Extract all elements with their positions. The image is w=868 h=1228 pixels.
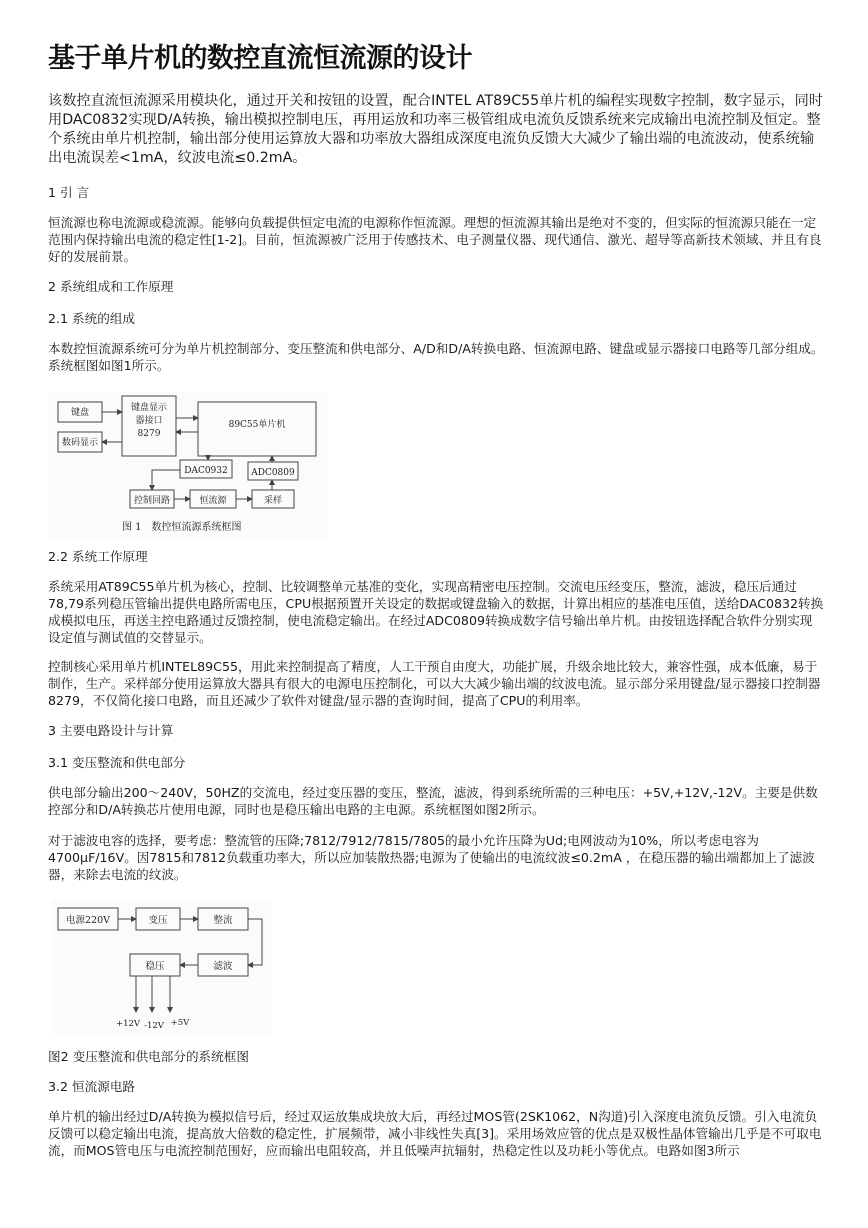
fig2-filter-label: 滤波 xyxy=(213,961,233,972)
fig2-output-plus12: +12V xyxy=(115,1019,141,1029)
fig2-transformer-label: 变压 xyxy=(148,915,168,926)
figure2-caption: 图2 变压整流和供电部分的系统框图 xyxy=(48,1049,249,1064)
intro-paragraph: 恒流源也称电流源或稳流源。能够向负载提供恒定电流的电源称作恒流源。理想的恒流源其输出是绝对不变的，但实际的恒流源只能在一定范围内保持输出电流的稳定性[1-2]。目前，恒流源被广泛用于传感技术、电子测量仪器、现代通信、激光、超导等高新技术领域、并且有良好的发展前景。 xyxy=(48,215,822,264)
fig2-output-minus12: -12V xyxy=(144,1021,164,1031)
fig1-caption: 图 1 数控恒流源系统框图 xyxy=(122,522,242,533)
fig1-interface-label-2: 器接口 xyxy=(135,416,163,426)
fig1-sampling-label: 采样 xyxy=(263,496,283,506)
fig2-output-plus5: +5V xyxy=(170,1018,190,1028)
fig1-display-label: 数码显示 xyxy=(61,438,99,448)
section-heading-system: 2 系统组成和工作原理 xyxy=(48,279,174,294)
subsection-heading-current-source: 3.2 恒流源电路 xyxy=(48,1079,136,1094)
section-heading-intro: 1 引 言 xyxy=(48,185,90,200)
principle-paragraph-1: 系统采用AT89C55单片机为核心，控制、比较调整单元基准的变化，实现高精密电压控制。交流电压经变压，整流，滤波，稳压后通过78,79系列稳压管输出提供电路所需电压，CPU根据预置开关设定的数据或键盘输入的数据，计算出相应的基准电压值，送给DAC0832转换成模拟电压，再送主控电路通过反馈控制，使电流稳定输出。在经过ADC0809转换成数字信号输出单片机。由按钮选择配合软件分别实现设定值与测试值的交替显示。 xyxy=(48,579,824,645)
fig2-power-label: 电源220V xyxy=(66,915,110,926)
fig1-interface-label-3: 8279 xyxy=(137,429,161,439)
fig1-keyboard-label: 键盘 xyxy=(70,408,90,418)
fig2-regulator-label: 稳压 xyxy=(145,961,165,972)
subsection-heading-principle: 2.2 系统工作原理 xyxy=(48,549,148,564)
fig1-current-source-label: 恒流源 xyxy=(199,496,227,506)
principle-paragraph-2: 控制核心采用单片机INTEL89C55，用此来控制提高了精度，人工干预自由度大，功能扩展，升级余地比较大，兼容性强，成本低廉，易于制作，生产。采样部分使用运算放大器具有很大的电源电压控制化，可以大大减少输出端的纹波电流。显示部分采用键盘/显示器接口控制器8279，不仅简化接口电路，而且还减少了软件对键盘/显示器的查询时间，提高了CPU的利用率。 xyxy=(48,659,821,708)
section-heading-circuit-design: 3 主要电路设计与计算 xyxy=(48,723,174,738)
current-source-paragraph: 单片机的输出经过D/A转换为模拟信号后，经过双运放集成块放大后，再经过MOS管(2SK1062，N沟道)引入深度电流负反馈。引入电流负反馈可以稳定输出电流，提高放大倍数的稳定性，扩展频带，减小非线性失真[3]。采用场效应管的优点是双极性晶体管输出几乎是不可取电流，而MOS管电压与电流控制范围好，应而输出电阻较高，并且低噪声抗辐射，热稳定性以及功耗小等优点。电路如图3所示 xyxy=(48,1109,822,1158)
figure1-block-diagram xyxy=(48,392,328,540)
page-title: 基于单片机的数控直流恒流源的设计 xyxy=(48,43,472,74)
fig1-interface-label-1: 键盘显示 xyxy=(130,403,168,413)
fig1-mcu-label: 89C55单片机 xyxy=(228,420,286,430)
power-paragraph-2: 对于滤波电容的选择，要考虑：整流管的压降;7812/7912/7815/7805的最小允许压降为Ud;电网波动为10%，所以考虑电容为4700μF/16V。因7815和7812负载重功率大，所以应加装散热器;电源为了使输出的电流纹波≤0.2mA ，在稳压器的输出端都加上了滤波器，来除去电流的纹波。 xyxy=(48,833,815,882)
fig1-control-label: 控制回路 xyxy=(133,496,171,506)
subsection-heading-power: 3.1 变压整流和供电部分 xyxy=(48,755,186,770)
figure2-block-diagram xyxy=(52,900,272,1034)
subsection-heading-composition: 2.1 系统的组成 xyxy=(48,311,136,326)
fig2-rectifier-label: 整流 xyxy=(213,915,233,926)
power-paragraph-1: 供电部分输出200～240V，50HZ的交流电，经过变压器的变压，整流，滤波，得到系统所需的三种电压：+5V,+12V,-12V。主要是供数控部分和D/A转换芯片使用电源，同时也是稳压输出电路的主电源。系统框图如图2所示。 xyxy=(48,785,818,817)
composition-paragraph: 本数控恒流源系统可分为单片机控制部分、变压整流和供电部分、A/D和D/A转换电路、恒流源电路、键盘或显示器接口电路等几部分组成。系统框图如图1所示。 xyxy=(48,341,824,373)
abstract-paragraph: 该数控直流恒流源采用模块化，通过开关和按钮的设置，配合INTEL AT89C55单片机的编程实现数字控制，数字显示，同时用DAC0832实现D/A转换，输出模拟控制电压，再用运放和功率三极管组成电流负反馈系统来完成输出电流控制及恒定。整个系统由单片机控制，输出部分使用运算放大器和功率放大器组成深度电流负反馈大大减少了输出端的电流波动，使系统输出电流误差<1mA，纹波电流≤0.2mA。 xyxy=(48,93,823,166)
fig1-adc-label: ADC0809 xyxy=(251,468,295,478)
fig1-dac-label: DAC0932 xyxy=(184,466,228,476)
